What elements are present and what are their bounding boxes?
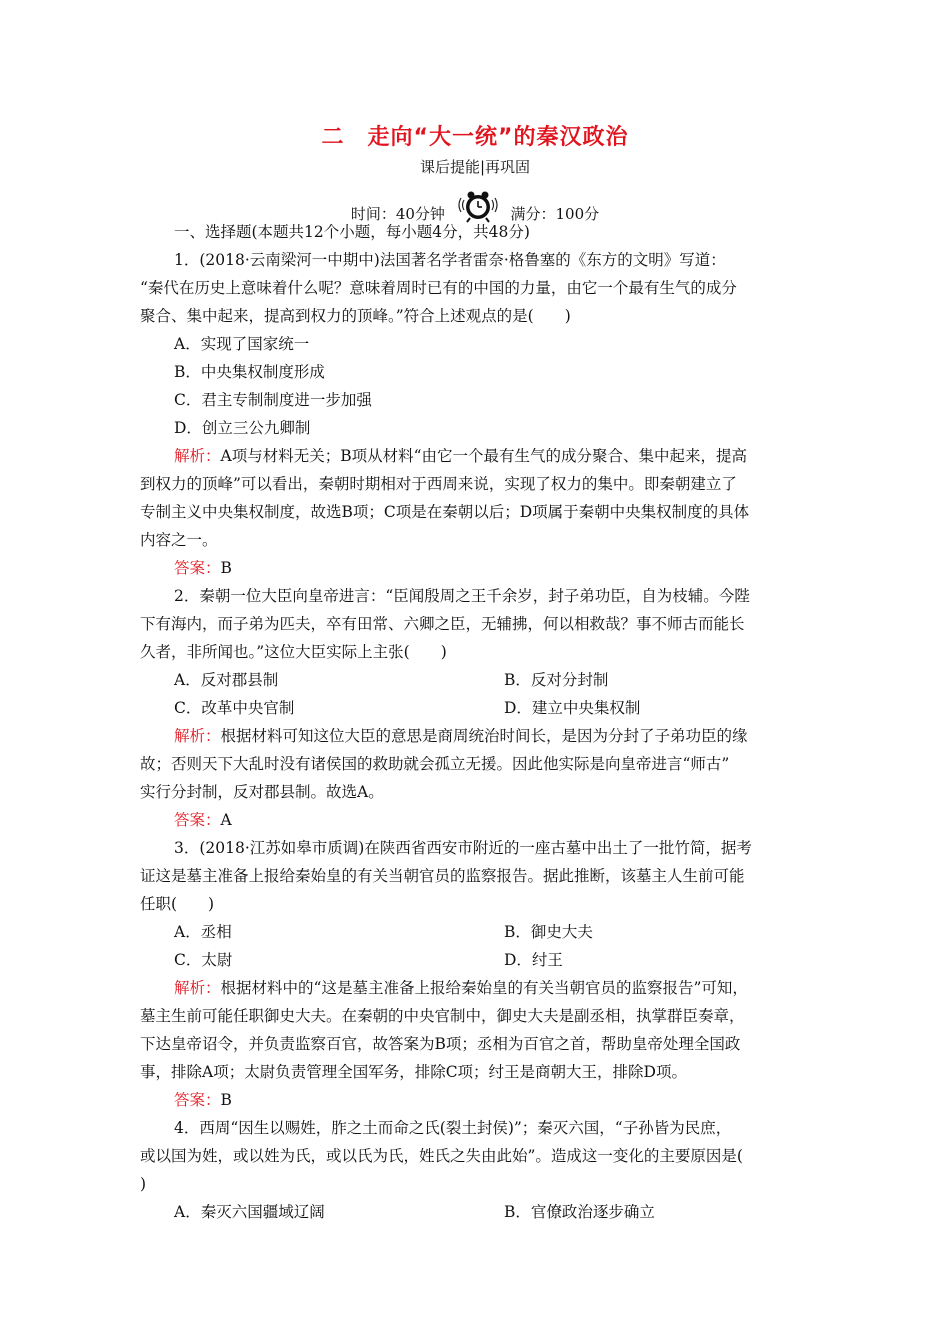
q3-option-b: B．御史大夫 [504, 923, 593, 941]
q1-option-c: C．君主专制制度进一步加强 [174, 391, 372, 409]
q4-options-row-1 [140, 1198, 810, 1226]
q1-option-a: A．实现了国家统一 [174, 335, 310, 353]
q4-line-3: ) [140, 1175, 147, 1193]
q3-option-a: A．丞相 [174, 923, 232, 941]
q2-analysis-line-1 [140, 722, 810, 750]
q3-option-d: D．纣王 [504, 951, 563, 969]
q3-options-row-1 [140, 918, 810, 946]
q1-line-1: 1．(2018·云南梁河一中期中)法国著名学者雷奈·格鲁塞的《东方的文明》写道： [174, 251, 726, 269]
section-heading: 一、选择题(本题共12个小题，每小题4分，共48分) [174, 223, 530, 241]
answer-value: B [220, 1091, 232, 1109]
q1-line-3: 聚合、集中起来，提高到权力的顶峰。”符合上述观点的是( ) [140, 307, 571, 325]
q2-analysis-line-3: 实行分封制，反对郡县制。故选A。 [140, 783, 384, 801]
q3-line-1: 3．(2018·江苏如皋市质调)在陕西省西安市附近的一座古墓中出土了一批竹简，据考 [174, 839, 752, 857]
score-label: 满分：100分 [510, 204, 600, 223]
q4-line-1: 4．西周“因生以赐姓，胙之土而命之氏(裂土封侯)”；秦灭六国，“子孙皆为民庶， [174, 1119, 732, 1137]
q1-option-b: B．中央集权制度形成 [174, 363, 325, 381]
q2-options-row-1 [140, 666, 810, 694]
q3-line-2: 证这是墓主准备上报给秦始皇的有关当朝官员的监察报告。据此推断，该墓主人生前可能 [140, 867, 745, 885]
analysis-text: 根据材料中的“这是墓主准备上报给秦始皇的有关当朝官员的监察报告”可知， [220, 979, 748, 997]
analysis-label: 解析： [174, 979, 221, 997]
q2-option-d: D．建立中央集权制 [504, 699, 641, 717]
q2-option-c: C．改革中央官制 [174, 699, 295, 717]
question-body [140, 218, 810, 1226]
q4-line-2: 或以国为姓，或以姓为氏，或以氏为氏，姓氏之失由此始”。造成这一变化的主要原因是( [140, 1147, 743, 1165]
q2-line-3: 久者，非所闻也。”这位大臣实际上主张( ) [140, 643, 447, 661]
time-label: 时间：40分钟 [350, 204, 445, 223]
q2-option-b: B．反对分封制 [504, 671, 609, 689]
answer-label: 答案： [174, 1091, 221, 1109]
answer-label: 答案： [174, 811, 221, 829]
q1-line-2: “秦代在历史上意味着什么呢？意味着周时已有的中国的力量，由它一个最有生气的成分 [140, 279, 737, 297]
answer-label: 答案： [174, 559, 221, 577]
q4-option-b: B．官僚政治逐步确立 [504, 1203, 655, 1221]
q3-analysis-line-3: 下达皇帝诏令，并负责监察百官，故答案为B项；丞相为百官之首，帮助皇帝处理全国政 [140, 1035, 741, 1053]
q2-analysis-line-2: 故；否则天下大乱时没有诸侯国的救助就会孤立无援。因此他实际是向皇帝进言“师古” [140, 755, 730, 773]
q3-answer [140, 1086, 810, 1114]
q1-analysis-line-3: 专制主义中央集权制度，故选B项；C项是在秦朝以后；D项属于秦朝中央集权制度的具体 [140, 503, 750, 521]
q2-line-1: 2．秦朝一位大臣向皇帝进言：“臣闻殷周之王千余岁，封子弟功臣，自为枝辅。今陛 [174, 587, 750, 605]
analysis-label: 解析： [174, 447, 221, 465]
q2-line-2: 下有海内，而子弟为匹夫，卒有田常、六卿之臣，无辅拂，何以相救哉？事不师古而能长 [140, 615, 745, 633]
page-subtitle: 课后提能|再巩固 [419, 158, 531, 176]
q2-answer [140, 806, 810, 834]
analysis-label: 解析： [174, 727, 221, 745]
q4-option-a: A．秦灭六国疆域辽阔 [174, 1203, 325, 1221]
q3-analysis-line-2: 墓主生前可能任职御史大夫。在秦朝的中央官制中，御史大夫是副丞相，执掌群臣奏章， [140, 1007, 745, 1025]
q1-analysis-line-1 [140, 442, 810, 470]
q3-line-3: 任职( ) [140, 895, 215, 913]
q3-option-c: C．太尉 [174, 951, 233, 969]
analysis-text: A项与材料无关；B项从材料“由它一个最有生气的成分聚合、集中起来，提高 [220, 447, 748, 465]
q3-analysis-line-4: 事，排除A项；太尉负责管理全国军务，排除C项；纣王是商朝大王，排除D项。 [140, 1063, 687, 1081]
q3-options-row-2 [140, 946, 810, 974]
q1-answer [140, 554, 810, 582]
answer-value: B [220, 559, 232, 577]
q1-analysis-line-4: 内容之一。 [140, 531, 218, 549]
q2-option-a: A．反对郡县制 [174, 671, 279, 689]
answer-value: A [220, 811, 232, 829]
q2-options-row-2 [140, 694, 810, 722]
page-title: 二 走向“大一统”的秦汉政治 [321, 125, 629, 150]
q1-option-d: D．创立三公九卿制 [174, 419, 311, 437]
analysis-text: 根据材料可知这位大臣的意思是商周统治时间长，是因为分封了子弟功臣的缘 [220, 727, 748, 745]
q1-analysis-line-2: 到权力的顶峰”可以看出，秦朝时期相对于西周来说，实现了权力的集中。即秦朝建立了 [140, 475, 737, 493]
q3-analysis-line-1 [140, 974, 810, 1002]
